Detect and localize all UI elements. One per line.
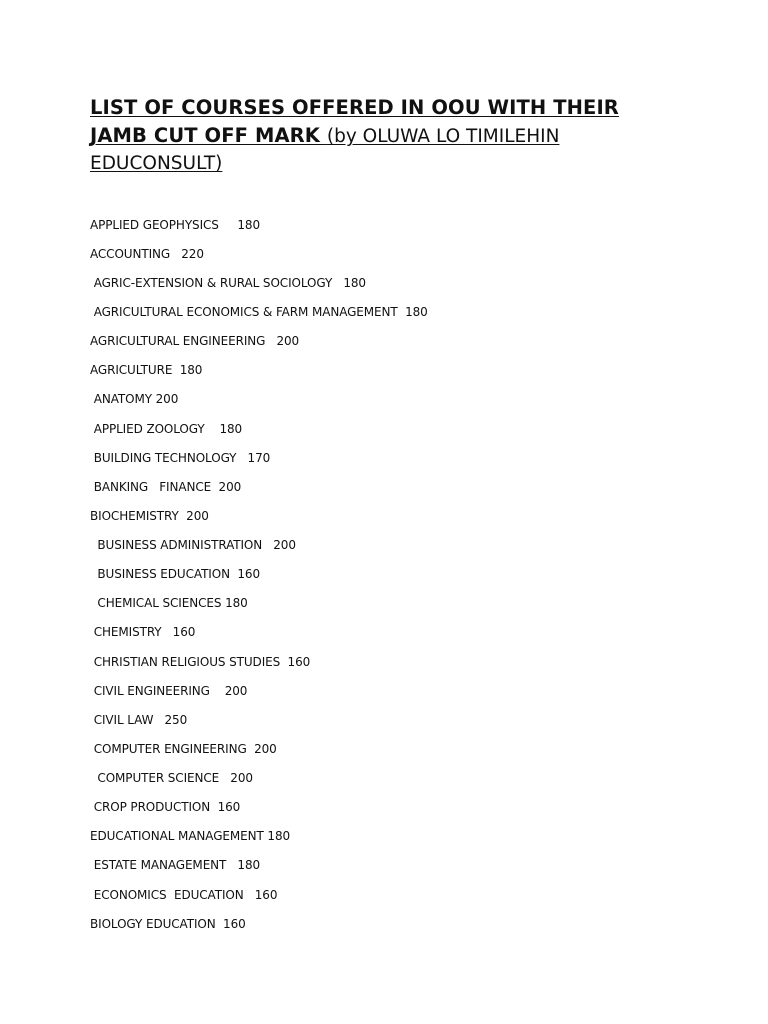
title-line-2: JAMB CUT OFF MARK (by OLUWA LO TIMILEHIN (90, 124, 560, 147)
course-item: AGRIC-EXTENSION & RURAL SOCIOLOGY 180 (90, 276, 366, 290)
course-item: CIVIL ENGINEERING 200 (90, 684, 248, 698)
course-item: BANKING FINANCE 200 (90, 480, 242, 494)
course-item: CIVIL LAW 250 (90, 713, 188, 727)
document-title (90, 94, 690, 177)
course-item: CROP PRODUCTION 160 (90, 800, 241, 814)
course-item: ESTATE MANAGEMENT 180 (90, 858, 261, 872)
course-item: CHEMICAL SCIENCES 180 (90, 596, 248, 610)
course-item: APPLIED GEOPHYSICS 180 (90, 218, 260, 232)
course-item: BUILDING TECHNOLOGY 170 (90, 451, 271, 465)
course-item: CHEMISTRY 160 (90, 625, 196, 639)
course-item: BIOCHEMISTRY 200 (90, 509, 209, 523)
title-line-1: LIST OF COURSES OFFERED IN OOU WITH THEIR (90, 96, 619, 119)
course-item: COMPUTER SCIENCE 200 (90, 771, 253, 785)
course-item: BIOLOGY EDUCATION 160 (90, 917, 246, 931)
course-item: CHRISTIAN RELIGIOUS STUDIES 160 (90, 655, 311, 669)
course-item: BUSINESS EDUCATION 160 (90, 567, 260, 581)
course-item: APPLIED ZOOLOGY 180 (90, 422, 243, 436)
course-item: ANATOMY 200 (90, 392, 179, 406)
course-item: AGRICULTURAL ECONOMICS & FARM MANAGEMENT 180 (90, 305, 428, 319)
title-line-3: EDUCONSULT) (90, 153, 223, 174)
course-item: COMPUTER ENGINEERING 200 (90, 742, 277, 756)
course-item: EDUCATIONAL MANAGEMENT 180 (90, 829, 291, 843)
course-item: BUSINESS ADMINISTRATION 200 (90, 538, 296, 552)
course-item: AGRICULTURE 180 (90, 363, 203, 377)
course-item: AGRICULTURAL ENGINEERING 200 (90, 334, 300, 348)
course-item: ACCOUNTING 220 (90, 247, 204, 261)
course-item: ECONOMICS EDUCATION 160 (90, 888, 278, 902)
